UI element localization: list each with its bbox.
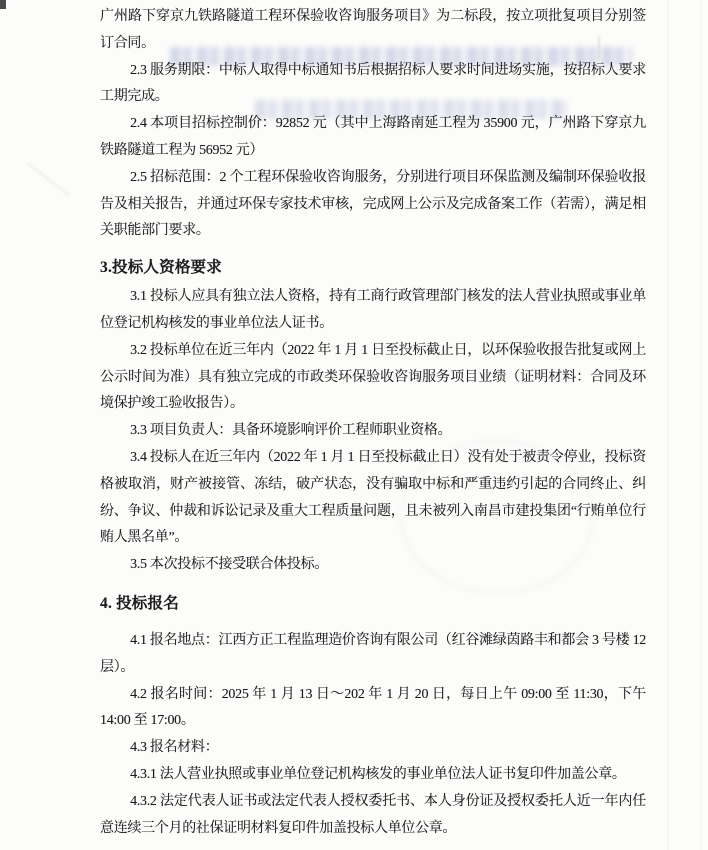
scan-streak-left (27, 162, 69, 196)
document-body (100, 4, 646, 842)
paragraph-2-5: 2.5 招标范围：2 个工程环保验收咨询服务，分别进行项目环保监测及编制环保验收报告及相关报告，并通过环保专家技术审核，完成网上公示及完成备案工作（若需），满足相关职能部门要求。 (100, 169, 646, 239)
paragraph-3-2: 3.2 投标单位在近三年内（2022 年 1 月 1 日至投标截止日，以环保验收报告批复或网上公示时间为准）具有独立完成的市政类环保验收咨询服务项目业绩（证明材料：合同及环境保护竣工验收报告）。 (100, 342, 646, 412)
paragraph-4-3: 4.3 报名材料： (130, 740, 219, 756)
section-heading-3: 3.投标人资格要求 (100, 259, 222, 277)
scan-edge-line-1 (667, 0, 669, 850)
paragraph-4-2: 4.2 报名时间：2025 年 1 月 13 日～202 年 1 月 20 日，每日上午 09:00 至 11:30，下午 14:00 至 17:00。 (100, 686, 646, 729)
paragraph-3-1: 3.1 投标人应具有独立法人资格，持有工商行政管理部门核发的法人营业执照或事业单位登记机构核发的事业单位法人证书。 (100, 289, 646, 331)
section-heading-4: 4. 投标报名 (100, 594, 179, 612)
scan-edge-line-2 (700, 0, 702, 850)
paragraph-4-3-2: 4.3.2 法定代表人证书或法定代表人授权委托书、本人身份证及授权委托人近一年内任意连续三个月的社保证明材料复印件加盖投标人单位公章。 (100, 793, 646, 836)
paragraph-3-4: 3.4 投标人在近三年内（2022 年 1 月 1 日至投标截止日）没有处于被责令停业，投标资格被取消，财产被接管、冻结，破产状态，没有骗取中标和严重违约引起的合同终止、纠纷、争议、仲裁和诉讼记录及重大工程质量问题，且未被列入南昌市建投集团“行贿单位行贿人黑名单”。 (100, 449, 646, 546)
paragraph-3-5: 3.5 本次投标不接受联合体投标。 (130, 557, 328, 573)
scan-corner-mark (0, 0, 6, 9)
paragraph-2-4: 2.4 本项目招标控制价：92852 元（其中上海路南延工程为 35900 元，广州路下穿京九铁路隧道工程为 56952 元） (100, 116, 646, 158)
paragraph-carryover: 广州路下穿京九铁路隧道工程环保验收咨询服务项目》为二标段，按立项批复项目分别签订合同。 (100, 9, 646, 51)
paragraph-2-3: 2.3 服务期限：中标人取得中标通知书后根据招标人要求时间进场实施，按招标人要求工期完成。 (100, 62, 646, 105)
paragraph-4-1: 4.1 报名地点：江西方正工程监理造价咨询有限公司（红谷滩绿茵路丰和都会 3 号楼 12 层）。 (100, 632, 646, 675)
paragraph-3-3: 3.3 项目负责人：具备环境影响评价工程师职业资格。 (130, 423, 452, 439)
paragraph-4-3-1: 4.3.1 法人营业执照或事业单位登记机构核发的事业单位法人证书复印件加盖公章。 (130, 766, 626, 782)
